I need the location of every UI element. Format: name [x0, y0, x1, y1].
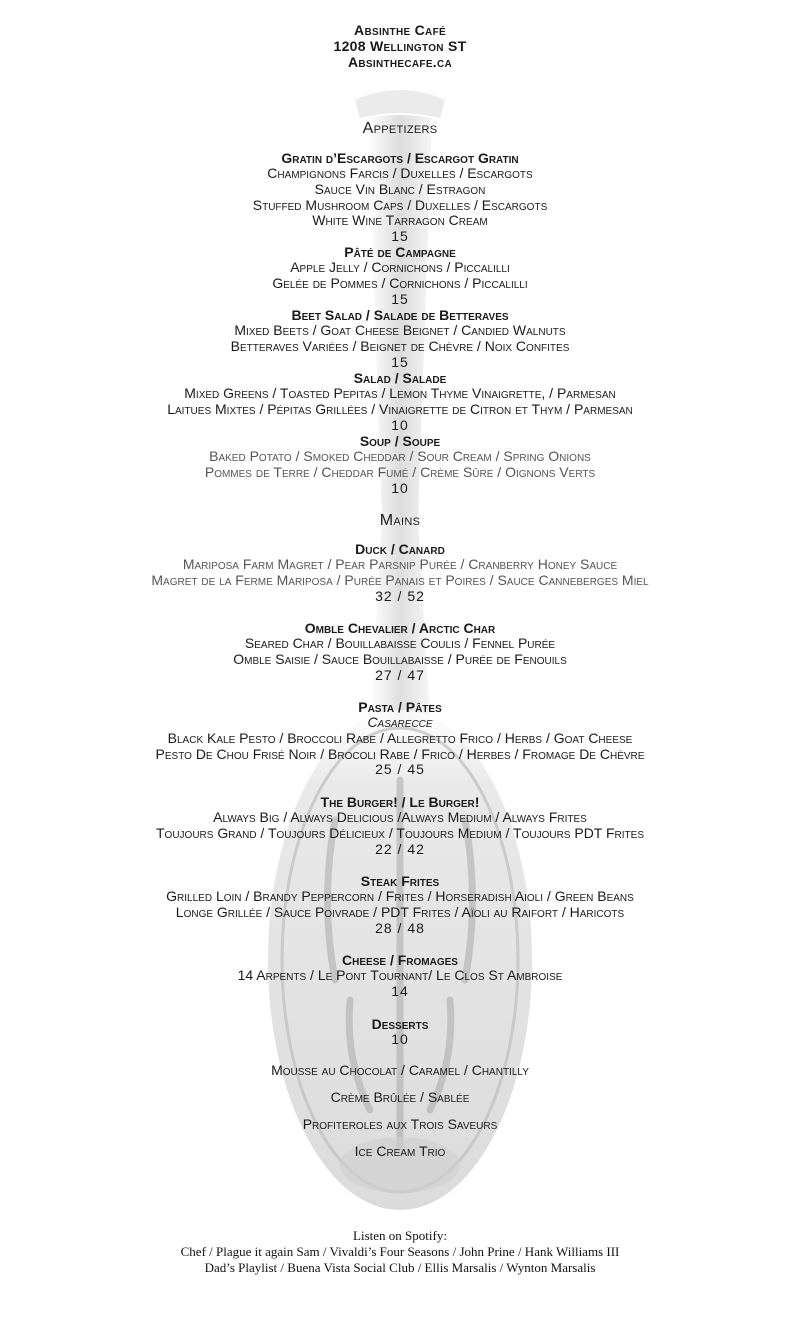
appetizer-salad	[0, 370, 800, 433]
item-price: 10	[391, 416, 409, 433]
item-price: 28 / 48	[375, 919, 425, 936]
desserts-price: 10	[391, 1031, 409, 1047]
item-line: Mariposa Farm Magret / Pear Parsnip Purée / Cranberry Honey Sauce	[182, 556, 618, 572]
item-line: Betteraves Variées / Beignet de Chèvre / Noix Confites	[230, 337, 570, 354]
item-line: Toujours Grand / Toujours Délicieux / Toujours Medium / Toujours PDT Frites	[155, 824, 644, 841]
dessert-item	[0, 1090, 800, 1106]
appetizers-section	[0, 120, 800, 138]
item-price: 14	[391, 982, 409, 999]
restaurant-website[interactable]: Absinthecafe.ca	[347, 54, 453, 70]
item-line: Omble Saisie / Sauce Bouillabaisse / Purée de Fenouils	[233, 650, 567, 667]
item-price: 15	[391, 290, 409, 307]
footer-heading: Listen on Spotify:	[353, 1228, 447, 1243]
main-cheese	[0, 952, 800, 1000]
item-line: Laitues Mixtes / Pépitas Grillées / Vinaigrette de Citron et Thym / Parmesan	[167, 400, 633, 417]
item-line: Pesto De Chou Frisé Noir / Brocoli Rabe / Frico / Herbes / Fromage De Chèvre	[155, 745, 645, 762]
item-name: Duck / Canard	[355, 541, 445, 557]
dessert-item	[0, 1117, 800, 1133]
main-duck	[0, 541, 800, 604]
mains-title: Mains	[379, 512, 421, 529]
main-burger	[0, 794, 800, 857]
item-line: Mixed Beets / Goat Cheese Beignet / Candied Walnuts	[234, 322, 566, 338]
item-name: Beet Salad / Salade de Betteraves	[291, 307, 509, 323]
item-line: Always Big / Always Delicious /Always Medium / Always Frites	[213, 809, 587, 825]
item-line: Sauce Vin Blanc / Estragon	[314, 180, 486, 197]
main-pasta	[0, 699, 800, 778]
item-line: Pommes de Terre / Cheddar Fumé / Crème Sûre / Oignons Verts	[204, 463, 596, 480]
dessert-name: Crème Brûlée / Sablée	[330, 1089, 470, 1105]
main-arctic-char	[0, 620, 800, 683]
appetizers-title: Appetizers	[362, 120, 438, 137]
item-line: Apple Jelly / Cornichons / Piccalilli	[290, 259, 510, 275]
item-line: Champignons Farcis / Duxelles / Escargots	[267, 165, 533, 181]
item-price: 22 / 42	[375, 840, 425, 857]
dessert-item	[0, 1063, 800, 1079]
item-name: Soup / Soupe	[359, 433, 441, 449]
item-line: White Wine Tarragon Cream	[312, 212, 488, 229]
appetizer-pate	[0, 244, 800, 307]
item-line: Gelée de Pommes / Cornichons / Piccalilli	[272, 274, 528, 291]
item-name: The Burger! / Le Burger!	[320, 794, 480, 810]
item-line: 14 Arpents / Le Pont Tournant/ Le Clos St Ambroise	[237, 967, 563, 983]
mains-section	[0, 512, 800, 530]
item-line: Longe Grillée / Sauce Poivrade / PDT Frites / Aïoli au Raifort / Haricots	[175, 903, 625, 920]
item-price: 15	[391, 353, 409, 370]
item-line: Magret de la Ferme Mariposa / Purée Panais et Poires / Sauce Canneberges Miel	[151, 571, 649, 588]
dessert-name: Ice Cream Trio	[354, 1143, 446, 1159]
desserts-section	[0, 1016, 800, 1048]
restaurant-name: Absinthe Café	[354, 22, 446, 38]
item-line: Black Kale Pesto / Broccoli Rabe / Allegretto Frico / Herbs / Goat Cheese	[167, 729, 633, 746]
item-subtitle: Casarecce	[367, 714, 433, 730]
restaurant-header	[0, 22, 800, 70]
dessert-name: Profiteroles aux Trois Saveurs	[302, 1116, 498, 1132]
item-name: Omble Chevalier / Arctic Char	[304, 620, 496, 636]
item-price: 32 / 52	[375, 587, 425, 604]
item-line: Mixed Greens / Toasted Pepitas / Lemon Thyme Vinaigrette, / Parmesan	[184, 385, 616, 401]
item-price: 27 / 47	[375, 666, 425, 683]
appetizer-beet-salad	[0, 307, 800, 370]
item-line: Stuffed Mushroom Caps / Duxelles / Escargots	[252, 196, 548, 213]
item-line: Baked Potato / Smoked Cheddar / Sour Cream / Spring Onions	[209, 448, 591, 464]
footer-playlists-1: Chef / Plague it again Sam / Vivaldi’s Four Seasons / John Prine / Hank Williams III	[180, 1244, 620, 1259]
item-line: Grilled Loin / Brandy Peppercorn / Frites / Horseradish Aioli / Green Beans	[166, 888, 634, 904]
dessert-name: Mousse au Chocolat / Caramel / Chantilly	[271, 1062, 529, 1078]
restaurant-address: 1208 Wellington ST	[333, 38, 467, 54]
main-steak-frites	[0, 873, 800, 936]
item-name: Pasta / Pâtes	[358, 699, 442, 715]
appetizer-escargot	[0, 150, 800, 245]
item-name: Pâté de Campagne	[344, 244, 456, 260]
item-price: 10	[391, 479, 409, 496]
item-name: Gratin d’Escargots / Escargot Gratin	[281, 150, 519, 166]
item-name: Cheese / Fromages	[342, 952, 458, 968]
footer-playlists-2: Dad’s Playlist / Buena Vista Social Club / Ellis Marsalis / Wynton Marsalis	[204, 1260, 596, 1275]
desserts-title: Desserts	[371, 1016, 429, 1032]
item-name: Steak Frites	[360, 873, 440, 889]
item-line: Seared Char / Bouillabaisse Coulis / Fennel Purée	[244, 635, 556, 651]
item-price: 15	[391, 228, 409, 245]
item-price: 25 / 45	[375, 761, 425, 778]
item-name: Salad / Salade	[353, 370, 447, 386]
spotify-footer	[0, 1228, 800, 1276]
dessert-item	[0, 1144, 800, 1160]
appetizer-soup	[0, 433, 800, 496]
